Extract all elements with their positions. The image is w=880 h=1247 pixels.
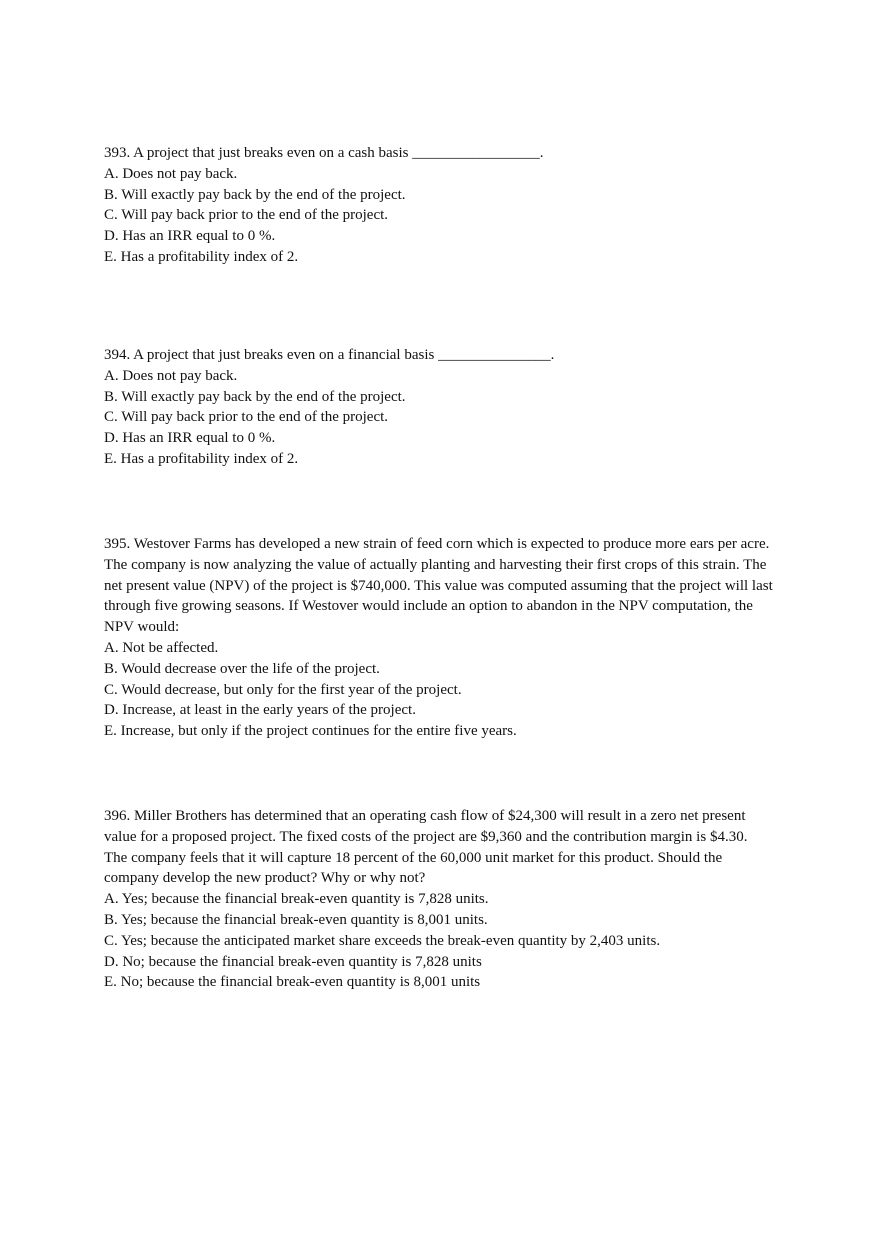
answer-option-e: E. Increase, but only if the project continues for the entire five years. xyxy=(104,723,517,740)
question-stem: 394. A project that just breaks even on a financial basis _______________. xyxy=(104,347,555,363)
question-stem: 395. Westover Farms has developed a new strain of feed corn which is expected to produce more ears per acre. The company is now analyzing the value of actually planting and harvesting their first crops of this strain. The net present value (NPV) of the project is $740,000. This value was computed assuming that the project will last through five growing seasons. If Westover would include an option to abandon in the NPV computation, the NPV would: xyxy=(104,536,773,636)
answer-option-e: E. Has a profitability index of 2. xyxy=(104,248,299,265)
answer-option-e: E. No; because the financial break-even quantity is 8,001 units xyxy=(104,974,481,991)
question-393 xyxy=(104,143,774,268)
answer-option-b: B. Would decrease over the life of the project. xyxy=(104,660,380,677)
answer-option-e: E. Has a profitability index of 2. xyxy=(104,450,299,467)
question-396 xyxy=(104,806,774,993)
answer-option-c: C. Will pay back prior to the end of the project. xyxy=(104,409,389,426)
answer-option-c: C. Would decrease, but only for the first year of the project. xyxy=(104,681,462,698)
answer-option-a: A. Yes; because the financial break-even quantity is 7,828 units. xyxy=(104,891,489,908)
question-395 xyxy=(104,534,774,742)
answer-option-d: D. Increase, at least in the early years of the project. xyxy=(104,702,416,719)
question-394 xyxy=(104,345,774,470)
answer-option-b: B. Will exactly pay back by the end of the project. xyxy=(104,186,406,203)
answer-option-b: B. Yes; because the financial break-even quantity is 8,001 units. xyxy=(104,911,488,928)
answer-option-d: D. Has an IRR equal to 0 %. xyxy=(104,430,276,447)
question-stem: 396. Miller Brothers has determined that an operating cash flow of $24,300 will result in a zero net present value for a proposed project. The fixed costs of the project are $9,360 and the contribution margin is $4.30. The company feels that it will capture 18 percent of the 60,000 unit market for this product. Should the company develop the new product? Why or why not? xyxy=(104,808,748,887)
answer-option-c: C. Yes; because the anticipated market share exceeds the break-even quantity by 2,403 units. xyxy=(104,932,661,949)
answer-option-d: D. No; because the financial break-even quantity is 7,828 units xyxy=(104,953,482,970)
answer-option-a: A. Does not pay back. xyxy=(104,165,238,182)
answer-option-b: B. Will exactly pay back by the end of the project. xyxy=(104,388,406,405)
answer-option-d: D. Has an IRR equal to 0 %. xyxy=(104,228,276,245)
answer-option-a: A. Does not pay back. xyxy=(104,367,238,384)
question-stem: 393. A project that just breaks even on a cash basis _________________. xyxy=(104,145,544,161)
answer-option-c: C. Will pay back prior to the end of the project. xyxy=(104,207,389,224)
answer-option-a: A. Not be affected. xyxy=(104,639,219,656)
